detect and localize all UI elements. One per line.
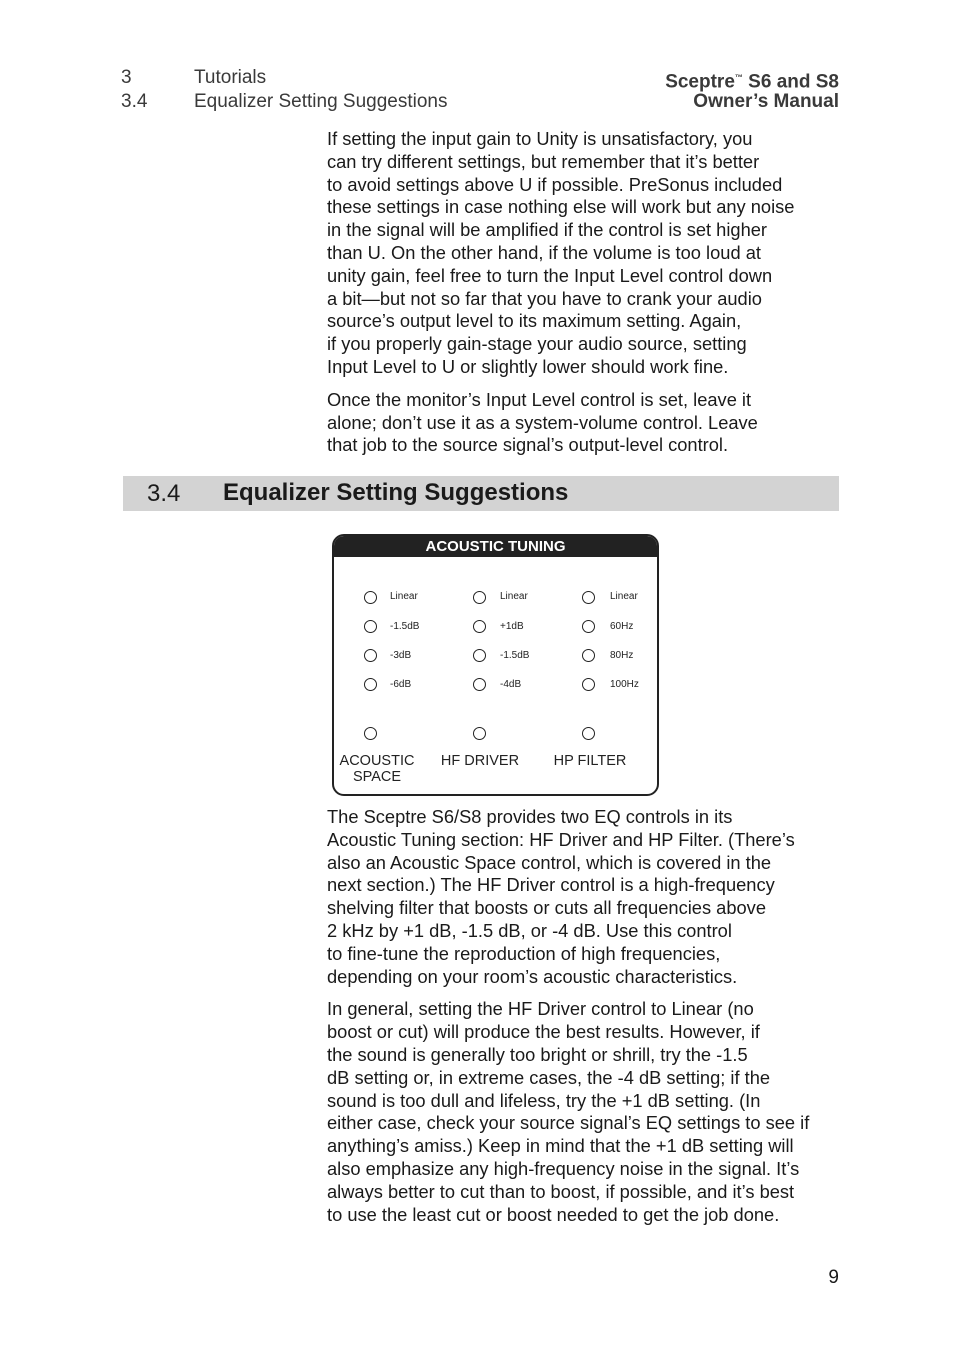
radio-indicator xyxy=(582,649,595,662)
option-label: 100Hz xyxy=(610,679,639,690)
header-section-number: 3.4 xyxy=(121,91,148,112)
radio-indicator xyxy=(364,591,377,604)
radio-indicator xyxy=(473,591,486,604)
intro-paragraph-2: Once the monitor’s Input Level control is set, leave it alone; don’t use it as a system-volume control. Leave that job to the source signal’s output-level control. xyxy=(327,388,758,456)
body-text xyxy=(327,806,827,1226)
option-label: Linear xyxy=(500,591,528,602)
body-paragraph-1: The Sceptre S6/S8 provides two EQ controls in its Acoustic Tuning section: HF Driver and HP Filter. (There’s also an Acoustic Space control, which is covered in the next section.) The HF Driver control is a high-frequency shelving filter that boosts or cuts all frequencies above 2 kHz by +1 dB, -1.5 dB, or -4 dB. Use this control to fine-tune the reproduction of high frequencies, depending on your room’s acoustic characteristics. xyxy=(327,806,795,987)
page-number: 9 xyxy=(828,1267,839,1288)
chapter-number: 3 xyxy=(121,67,132,88)
hp-filter-label: HP FILTER xyxy=(553,753,627,769)
option-label: -6dB xyxy=(390,679,412,690)
knob-indicator xyxy=(582,727,595,740)
knob-indicator xyxy=(473,727,486,740)
intro-paragraph-1: If setting the input gain to Unity is unsatisfactory, you can try different settings, but remember that it’s better to avoid settings above U if possible. PreSonus included these settings in case nothing else will work but any noise in the signal will be amplified if the control is set higher than U. On the other hand, if the volume is too loud at unity gain, feel free to turn the Input Level control down a bit—but not so far that you have to crank your audio source’s output level to its maximum setting. Again, if you properly gain-stage your audio source, setting Input Level to U or slightly lower should work fine. xyxy=(327,128,795,377)
radio-indicator xyxy=(364,649,377,662)
section-title: Equalizer Setting Suggestions xyxy=(223,479,569,506)
option-label: +1dB xyxy=(500,621,524,632)
manual-title: Owner’s Manual xyxy=(693,91,839,112)
radio-indicator xyxy=(473,678,486,691)
radio-indicator xyxy=(364,678,377,691)
acoustic-tuning-panel xyxy=(332,534,659,796)
knob-indicator xyxy=(364,727,377,740)
option-label: -3dB xyxy=(390,650,412,661)
option-label: 80Hz xyxy=(610,650,634,661)
option-label: -1.5dB xyxy=(500,650,530,661)
panel-title: ACOUSTIC TUNING xyxy=(334,536,657,557)
radio-indicator xyxy=(473,620,486,633)
option-label: -1.5dB xyxy=(390,621,420,632)
option-label: Linear xyxy=(390,591,418,602)
radio-indicator xyxy=(582,620,595,633)
acoustic-space-label: ACOUSTIC SPACE xyxy=(339,753,415,785)
chapter-title: Tutorials xyxy=(194,67,267,88)
option-label: Linear xyxy=(610,591,638,602)
radio-indicator xyxy=(582,591,595,604)
radio-indicator xyxy=(473,649,486,662)
section-heading xyxy=(123,476,839,511)
product-name: Sceptre xyxy=(665,71,735,93)
section-number: 3.4 xyxy=(147,480,181,507)
intro-text xyxy=(327,128,827,457)
product-models: S6 and S8 xyxy=(742,71,839,93)
header-section-title: Equalizer Setting Suggestions xyxy=(194,91,448,112)
trademark-symbol: ™ xyxy=(734,73,743,82)
radio-indicator xyxy=(364,620,377,633)
hf-driver-label: HF DRIVER xyxy=(440,753,520,769)
radio-indicator xyxy=(582,678,595,691)
option-label: -4dB xyxy=(500,679,522,690)
option-label: 60Hz xyxy=(610,621,634,632)
body-paragraph-2: In general, setting the HF Driver control to Linear (no boost or cut) will produce the best results. However, if the sound is generally too bright or shrill, try the -1.5 dB setting or, in extreme cases, the -4 dB setting; if the sound is too dull and lifeless, try the +1 dB setting. (In either case, check your source signal’s EQ settings to see if anything’s amiss.) Keep in mind that the +1 dB setting will also emphasize any high-frequency noise in the signal. It’s always better to cut than to boost, if possible, and it’s best to use the least cut or boost needed to get the job done. xyxy=(327,998,810,1225)
